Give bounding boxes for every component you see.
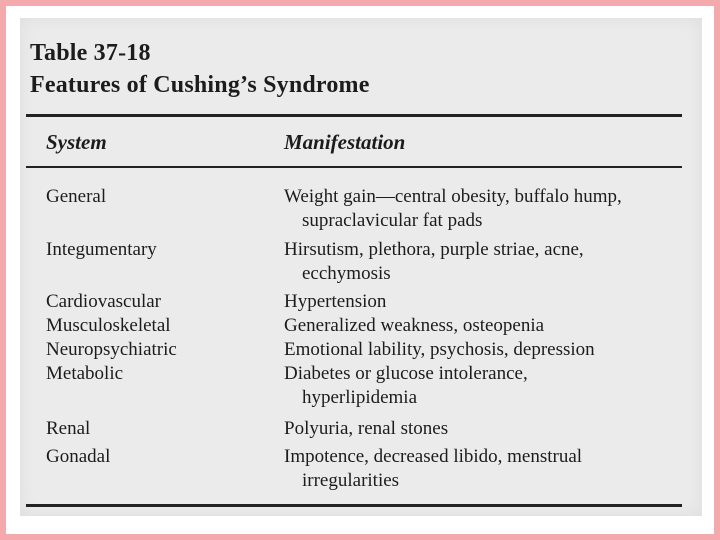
system-cell: Musculoskeletal: [46, 315, 171, 336]
table-header-rule: [26, 166, 682, 168]
system-cell: Metabolic: [46, 363, 124, 384]
manifestation-continuation: supraclavicular fat pads: [302, 210, 483, 231]
manifestation-cell: [284, 445, 694, 493]
manifestation-line: Emotional lability, psychosis, depression: [284, 339, 595, 360]
table-bottom-rule: [26, 504, 682, 507]
table-title: Features of Cushing’s Syndrome: [30, 72, 370, 98]
manifestation-cell: [284, 417, 694, 441]
table-number: Table 37-18: [30, 40, 151, 66]
slide-frame: [6, 6, 714, 534]
system-cell: Cardiovascular: [46, 291, 162, 312]
manifestation-line: Impotence, decreased libido, menstrual: [284, 446, 583, 467]
manifestation-line: Hypertension: [284, 291, 387, 312]
system-cell: Integumentary: [46, 239, 157, 260]
manifestation-line: Weight gain—central obesity, buffalo hump,: [284, 186, 622, 207]
system-cell: Renal: [46, 418, 91, 439]
column-header-manifestation: Manifestation: [284, 130, 406, 154]
manifestation-continuation: ecchymosis: [302, 263, 391, 284]
scanned-table-page: [20, 18, 702, 516]
manifestation-cell: [284, 238, 694, 286]
manifestation-line: Diabetes or glucose intolerance,: [284, 363, 528, 384]
manifestation-line: Polyuria, renal stones: [284, 418, 449, 439]
manifestation-cell: [284, 338, 694, 362]
manifestation-cell: [284, 362, 694, 410]
manifestation-continuation: hyperlipidemia: [302, 387, 418, 408]
manifestation-cell: [284, 290, 694, 314]
manifestation-continuation: irregularities: [302, 470, 400, 491]
system-cell: Gonadal: [46, 446, 111, 467]
manifestation-line: Generalized weakness, osteopenia: [284, 315, 545, 336]
manifestation-cell: [284, 185, 694, 233]
system-cell: Neuropsychiatric: [46, 339, 177, 360]
manifestation-line: Hirsutism, plethora, purple striae, acne,: [284, 239, 584, 260]
manifestation-cell: [284, 314, 694, 338]
column-header-system: System: [46, 130, 107, 154]
system-cell: General: [46, 186, 107, 207]
table-top-rule: [26, 114, 682, 117]
